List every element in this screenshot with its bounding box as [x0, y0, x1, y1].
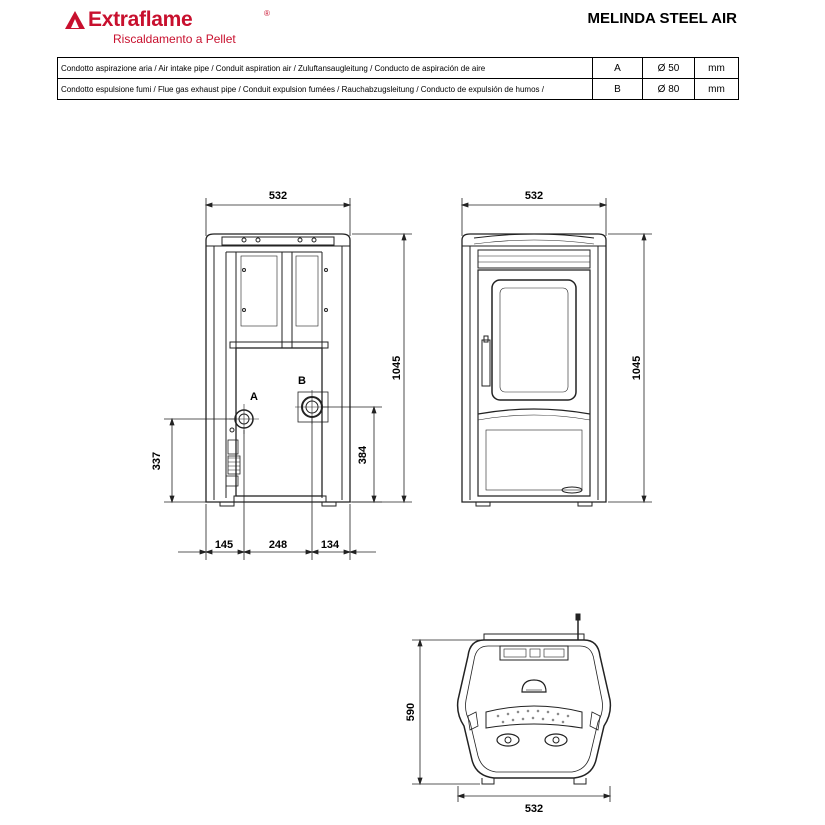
- spec-unit: mm: [695, 58, 739, 79]
- exhaust-marker: B: [298, 375, 306, 387]
- front-height-label: 1045: [631, 355, 643, 381]
- offset-right-label: 134: [320, 539, 340, 551]
- top-view: [458, 614, 611, 784]
- top-depth-label: 590: [405, 702, 417, 722]
- exhaust-height-label: 384: [357, 445, 369, 465]
- top-width-label: 532: [524, 803, 544, 815]
- model-title: MELINDA STEEL AIR: [587, 10, 737, 27]
- spec-diameter: Ø 50: [643, 58, 695, 79]
- brand-tagline: Riscaldamento a Pellet: [113, 32, 236, 46]
- front-view: [462, 234, 606, 506]
- brand-name: Extraflame: [88, 8, 193, 31]
- intake-marker: A: [250, 391, 258, 403]
- offset-left-label: 145: [214, 539, 234, 551]
- spec-diameter: Ø 80: [643, 79, 695, 100]
- spec-unit: mm: [695, 79, 739, 100]
- front-width-label: 532: [524, 190, 544, 202]
- rear-view: [206, 234, 350, 506]
- rear-height-label: 1045: [391, 355, 403, 381]
- intake-height-label: 337: [151, 451, 163, 471]
- rear-width-label: 532: [268, 190, 288, 202]
- offset-between-label: 248: [268, 539, 288, 551]
- spec-description: Condotto espulsione fumi / Flue gas exhaust pipe / Conduit expulsion fumées / Rauchabzugsleitung / Conducto de expulsión de humos /: [58, 79, 593, 100]
- spec-description: Condotto aspirazione aria / Air intake pipe / Conduit aspiration air / Zuluftansaugleitung / Conducto de aspiración de aire: [58, 58, 593, 79]
- spec-ref: B: [593, 79, 643, 100]
- registered-mark: ®: [264, 9, 270, 18]
- spec-ref: A: [593, 58, 643, 79]
